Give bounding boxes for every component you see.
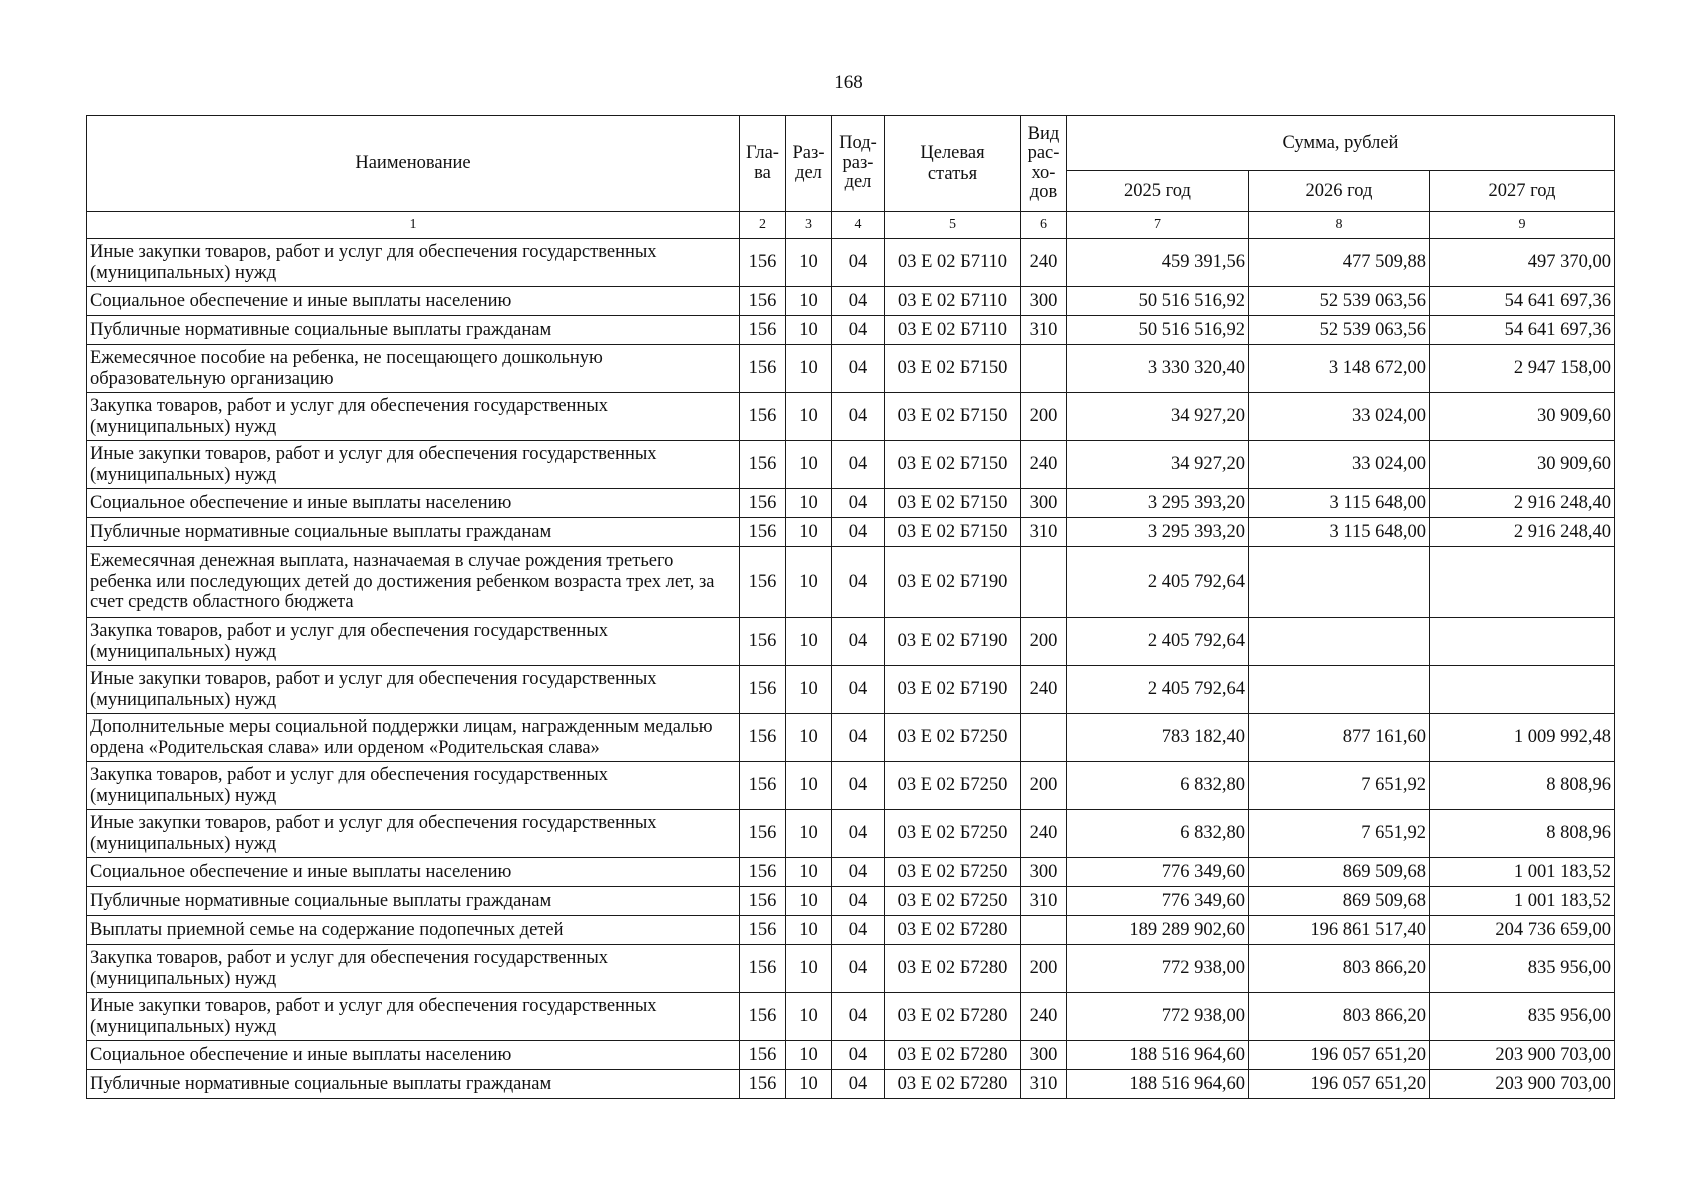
row-name: Иные закупки товаров, работ и услуг для обеспечения государственных (муниципальных) нужд [87,810,740,858]
row-podrazdel: 04 [832,1041,885,1070]
row-glava: 156 [740,441,786,489]
table-row [87,393,1615,441]
row-sum-2025: 6 832,80 [1067,762,1249,810]
row-sum-2026: 52 539 063,56 [1249,316,1430,345]
row-expense-type [1021,345,1067,393]
row-podrazdel: 04 [832,393,885,441]
row-sum-2026: 196 861 517,40 [1249,916,1430,945]
row-sum-2027: 835 956,00 [1430,993,1615,1041]
row-podrazdel: 04 [832,993,885,1041]
row-name: Социальное обеспечение и иные выплаты населению [87,858,740,887]
row-podrazdel: 04 [832,441,885,489]
row-razdel: 10 [786,239,832,287]
row-razdel: 10 [786,489,832,518]
row-target-article: 03 Е 02 Б7280 [885,1070,1021,1099]
row-podrazdel: 04 [832,916,885,945]
row-sum-2026 [1249,547,1430,618]
row-name: Ежемесячное пособие на ребенка, не посещающего дошкольную образовательную организацию [87,345,740,393]
row-name: Социальное обеспечение и иные выплаты населению [87,1041,740,1070]
row-target-article: 03 Е 02 Б7250 [885,714,1021,762]
row-expense-type [1021,916,1067,945]
row-expense-type: 310 [1021,1070,1067,1099]
row-sum-2027: 204 736 659,00 [1430,916,1615,945]
column-number: 7 [1067,212,1249,239]
table-row [87,618,1615,666]
row-target-article: 03 Е 02 Б7250 [885,762,1021,810]
row-sum-2026: 196 057 651,20 [1249,1041,1430,1070]
row-target-article: 03 Е 02 Б7110 [885,287,1021,316]
row-razdel: 10 [786,858,832,887]
row-sum-2027: 54 641 697,36 [1430,287,1615,316]
row-target-article: 03 Е 02 Б7110 [885,239,1021,287]
header-row [87,116,1615,171]
row-expense-type: 240 [1021,441,1067,489]
row-name: Социальное обеспечение и иные выплаты населению [87,489,740,518]
column-number-row [87,212,1615,239]
row-expense-type: 300 [1021,858,1067,887]
row-expense-type: 240 [1021,239,1067,287]
row-name: Иные закупки товаров, работ и услуг для обеспечения государственных (муниципальных) нужд [87,993,740,1041]
row-razdel: 10 [786,1070,832,1099]
row-sum-2026: 7 651,92 [1249,810,1430,858]
row-sum-2026: 3 115 648,00 [1249,489,1430,518]
row-sum-2025: 776 349,60 [1067,858,1249,887]
table-body [87,239,1615,1099]
row-name: Публичные нормативные социальные выплаты гражданам [87,887,740,916]
table-row [87,666,1615,714]
row-sum-2027: 835 956,00 [1430,945,1615,993]
row-sum-2027 [1430,547,1615,618]
row-podrazdel: 04 [832,287,885,316]
row-glava: 156 [740,239,786,287]
table-row [87,239,1615,287]
row-sum-2025: 50 516 516,92 [1067,287,1249,316]
row-sum-2026: 869 509,68 [1249,858,1430,887]
row-target-article: 03 Е 02 Б7150 [885,441,1021,489]
row-expense-type [1021,714,1067,762]
row-sum-2025: 772 938,00 [1067,993,1249,1041]
row-podrazdel: 04 [832,489,885,518]
row-sum-2025: 188 516 964,60 [1067,1041,1249,1070]
row-sum-2027: 2 916 248,40 [1430,518,1615,547]
row-razdel: 10 [786,810,832,858]
row-expense-type: 240 [1021,993,1067,1041]
row-expense-type: 310 [1021,518,1067,547]
row-glava: 156 [740,547,786,618]
table-row [87,547,1615,618]
column-number: 3 [786,212,832,239]
table-row [87,287,1615,316]
row-expense-type: 300 [1021,1041,1067,1070]
row-sum-2027: 1 001 183,52 [1430,858,1615,887]
header-vid: Вид рас- хо- дов [1021,116,1067,212]
row-expense-type: 200 [1021,945,1067,993]
row-glava: 156 [740,489,786,518]
header-target: Целевая статья [885,116,1021,212]
row-expense-type: 300 [1021,489,1067,518]
row-sum-2025: 2 405 792,64 [1067,666,1249,714]
row-glava: 156 [740,345,786,393]
row-expense-type: 310 [1021,887,1067,916]
row-sum-2025: 34 927,20 [1067,441,1249,489]
row-target-article: 03 Е 02 Б7150 [885,518,1021,547]
header-sum: Сумма, рублей [1067,116,1615,171]
table-row [87,345,1615,393]
row-sum-2027: 30 909,60 [1430,441,1615,489]
row-target-article: 03 Е 02 Б7110 [885,316,1021,345]
row-target-article: 03 Е 02 Б7250 [885,887,1021,916]
row-sum-2026: 869 509,68 [1249,887,1430,916]
row-name: Закупка товаров, работ и услуг для обеспечения государственных (муниципальных) нужд [87,393,740,441]
row-sum-2027: 30 909,60 [1430,393,1615,441]
row-sum-2026: 803 866,20 [1249,945,1430,993]
row-podrazdel: 04 [832,316,885,345]
row-sum-2026: 33 024,00 [1249,393,1430,441]
row-name: Ежемесячная денежная выплата, назначаемая в случае рождения третьего ребенка или последующих детей до достижения ребенком возраста трех лет, за счет средств областного бюджета [87,547,740,618]
header-razdel: Раз- дел [786,116,832,212]
table-row [87,1041,1615,1070]
row-target-article: 03 Е 02 Б7190 [885,618,1021,666]
row-podrazdel: 04 [832,345,885,393]
row-name: Социальное обеспечение и иные выплаты населению [87,287,740,316]
row-sum-2026 [1249,666,1430,714]
row-sum-2027: 497 370,00 [1430,239,1615,287]
row-sum-2027: 2 947 158,00 [1430,345,1615,393]
row-podrazdel: 04 [832,518,885,547]
row-sum-2027 [1430,666,1615,714]
row-razdel: 10 [786,316,832,345]
table-row [87,714,1615,762]
row-razdel: 10 [786,1041,832,1070]
row-name: Закупка товаров, работ и услуг для обеспечения государственных (муниципальных) нужд [87,945,740,993]
column-number: 8 [1249,212,1430,239]
header-year-2025: 2025 год [1067,171,1249,212]
column-number: 6 [1021,212,1067,239]
column-number: 4 [832,212,885,239]
row-expense-type: 200 [1021,762,1067,810]
row-expense-type: 240 [1021,666,1067,714]
row-glava: 156 [740,887,786,916]
row-sum-2026: 7 651,92 [1249,762,1430,810]
row-sum-2025: 50 516 516,92 [1067,316,1249,345]
row-razdel: 10 [786,618,832,666]
row-name: Закупка товаров, работ и услуг для обеспечения государственных (муниципальных) нужд [87,762,740,810]
table-row [87,945,1615,993]
row-expense-type: 200 [1021,618,1067,666]
row-target-article: 03 Е 02 Б7150 [885,393,1021,441]
table-row [87,916,1615,945]
table-row [87,1070,1615,1099]
row-razdel: 10 [786,547,832,618]
row-sum-2025: 2 405 792,64 [1067,618,1249,666]
row-glava: 156 [740,1041,786,1070]
row-razdel: 10 [786,762,832,810]
row-glava: 156 [740,916,786,945]
row-razdel: 10 [786,518,832,547]
row-razdel: 10 [786,887,832,916]
row-target-article: 03 Е 02 Б7280 [885,916,1021,945]
row-name: Публичные нормативные социальные выплаты гражданам [87,1070,740,1099]
row-sum-2026: 477 509,88 [1249,239,1430,287]
row-glava: 156 [740,858,786,887]
row-razdel: 10 [786,393,832,441]
row-razdel: 10 [786,345,832,393]
row-expense-type: 200 [1021,393,1067,441]
column-number: 5 [885,212,1021,239]
row-sum-2026 [1249,618,1430,666]
row-sum-2027: 8 808,96 [1430,810,1615,858]
row-sum-2025: 2 405 792,64 [1067,547,1249,618]
row-podrazdel: 04 [832,618,885,666]
row-glava: 156 [740,393,786,441]
row-expense-type: 300 [1021,287,1067,316]
table-row [87,810,1615,858]
table-row [87,518,1615,547]
page-number: 168 [834,72,863,93]
table-row [87,858,1615,887]
row-expense-type: 240 [1021,810,1067,858]
row-sum-2027: 203 900 703,00 [1430,1041,1615,1070]
row-sum-2025: 34 927,20 [1067,393,1249,441]
table-row [87,887,1615,916]
row-glava: 156 [740,993,786,1041]
row-podrazdel: 04 [832,239,885,287]
row-name: Публичные нормативные социальные выплаты гражданам [87,518,740,547]
row-razdel: 10 [786,993,832,1041]
row-name: Дополнительные меры социальной поддержки лицам, награжденным медалью ордена «Родительская слава» или орденом «Родительская слава» [87,714,740,762]
table-row [87,993,1615,1041]
row-razdel: 10 [786,666,832,714]
row-expense-type [1021,547,1067,618]
row-razdel: 10 [786,916,832,945]
header-year-2027: 2027 год [1430,171,1615,212]
row-sum-2025: 188 516 964,60 [1067,1070,1249,1099]
row-podrazdel: 04 [832,887,885,916]
table-row [87,762,1615,810]
row-target-article: 03 Е 02 Б7190 [885,666,1021,714]
row-sum-2025: 772 938,00 [1067,945,1249,993]
row-sum-2025: 776 349,60 [1067,887,1249,916]
row-sum-2026: 3 115 648,00 [1249,518,1430,547]
table-row [87,316,1615,345]
row-glava: 156 [740,762,786,810]
row-target-article: 03 Е 02 Б7250 [885,810,1021,858]
header-glava: Гла- ва [740,116,786,212]
row-target-article: 03 Е 02 Б7280 [885,945,1021,993]
row-podrazdel: 04 [832,858,885,887]
row-sum-2025: 459 391,56 [1067,239,1249,287]
row-name: Выплаты приемной семье на содержание подопечных детей [87,916,740,945]
column-number: 2 [740,212,786,239]
row-razdel: 10 [786,287,832,316]
row-sum-2025: 189 289 902,60 [1067,916,1249,945]
row-glava: 156 [740,618,786,666]
row-target-article: 03 Е 02 Б7150 [885,345,1021,393]
column-number: 1 [87,212,740,239]
row-sum-2027: 8 808,96 [1430,762,1615,810]
row-target-article: 03 Е 02 Б7280 [885,1041,1021,1070]
row-target-article: 03 Е 02 Б7250 [885,858,1021,887]
row-sum-2025: 783 182,40 [1067,714,1249,762]
row-podrazdel: 04 [832,714,885,762]
row-name: Иные закупки товаров, работ и услуг для обеспечения государственных (муниципальных) нужд [87,441,740,489]
row-podrazdel: 04 [832,810,885,858]
budget-table [86,115,1615,1099]
row-target-article: 03 Е 02 Б7190 [885,547,1021,618]
row-glava: 156 [740,810,786,858]
row-name: Иные закупки товаров, работ и услуг для обеспечения государственных (муниципальных) нужд [87,239,740,287]
row-glava: 156 [740,518,786,547]
row-sum-2026: 33 024,00 [1249,441,1430,489]
row-target-article: 03 Е 02 Б7150 [885,489,1021,518]
row-sum-2027: 1 009 992,48 [1430,714,1615,762]
row-podrazdel: 04 [832,666,885,714]
row-sum-2026: 52 539 063,56 [1249,287,1430,316]
row-glava: 156 [740,714,786,762]
table-row [87,489,1615,518]
row-razdel: 10 [786,945,832,993]
row-sum-2026: 3 148 672,00 [1249,345,1430,393]
row-sum-2027: 1 001 183,52 [1430,887,1615,916]
row-sum-2026: 196 057 651,20 [1249,1070,1430,1099]
header-year-2026: 2026 год [1249,171,1430,212]
row-podrazdel: 04 [832,762,885,810]
row-glava: 156 [740,287,786,316]
row-name: Публичные нормативные социальные выплаты гражданам [87,316,740,345]
row-name: Закупка товаров, работ и услуг для обеспечения государственных (муниципальных) нужд [87,618,740,666]
table-row [87,441,1615,489]
row-expense-type: 310 [1021,316,1067,345]
row-sum-2027: 2 916 248,40 [1430,489,1615,518]
column-number: 9 [1430,212,1615,239]
row-target-article: 03 Е 02 Б7280 [885,993,1021,1041]
row-podrazdel: 04 [832,1070,885,1099]
row-name: Иные закупки товаров, работ и услуг для обеспечения государственных (муниципальных) нужд [87,666,740,714]
row-sum-2026: 877 161,60 [1249,714,1430,762]
row-sum-2027: 203 900 703,00 [1430,1070,1615,1099]
row-glava: 156 [740,666,786,714]
header-podrazdel: Под- раз- дел [832,116,885,212]
row-glava: 156 [740,945,786,993]
row-glava: 156 [740,1070,786,1099]
row-sum-2027 [1430,618,1615,666]
row-sum-2025: 3 330 320,40 [1067,345,1249,393]
row-sum-2025: 3 295 393,20 [1067,489,1249,518]
row-podrazdel: 04 [832,547,885,618]
row-razdel: 10 [786,714,832,762]
row-podrazdel: 04 [832,945,885,993]
row-sum-2027: 54 641 697,36 [1430,316,1615,345]
row-razdel: 10 [786,441,832,489]
row-sum-2025: 3 295 393,20 [1067,518,1249,547]
header-name: Наименование [87,116,740,212]
row-sum-2025: 6 832,80 [1067,810,1249,858]
row-glava: 156 [740,316,786,345]
row-sum-2026: 803 866,20 [1249,993,1430,1041]
